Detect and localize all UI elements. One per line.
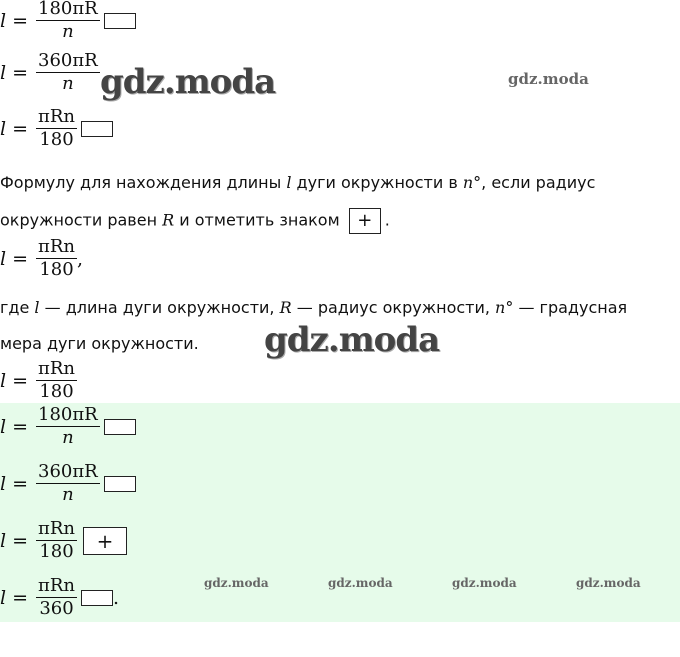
numerator: 360πR: [38, 50, 98, 71]
text: , если радиус: [481, 173, 596, 192]
var-l: l: [0, 247, 7, 270]
option-2: [0, 461, 136, 506]
denominator: n: [62, 73, 74, 94]
numerator: 360πR: [38, 461, 98, 482]
numerator: πRn: [38, 518, 75, 539]
fraction: [36, 236, 77, 281]
equals: =: [12, 61, 28, 84]
formula-1: [0, 0, 136, 43]
watermark: gdz.moda: [100, 62, 276, 102]
option-4: [0, 575, 119, 620]
fraction: [36, 0, 100, 43]
var-r: R: [279, 298, 292, 317]
numerator: πRn: [38, 236, 75, 257]
answer-formula: [0, 236, 83, 281]
question-line-2: [0, 208, 660, 234]
option-box[interactable]: [104, 476, 136, 492]
text: мера дуги окружности.: [0, 334, 199, 353]
fraction: [36, 358, 77, 403]
denominator: n: [62, 427, 74, 448]
text: .: [384, 210, 390, 230]
plus-mark-example: +: [349, 208, 381, 234]
text: — длина дуги окружности,: [44, 298, 275, 317]
fraction: [36, 50, 100, 95]
denominator: 180: [39, 259, 74, 280]
denominator: n: [62, 484, 74, 505]
watermark: gdz.moda: [204, 576, 269, 590]
comma: ,: [76, 247, 84, 270]
var-l: l: [0, 586, 7, 609]
text: и отметить знаком: [179, 210, 340, 230]
option-box-checked[interactable]: +: [83, 527, 127, 555]
var-l: l: [0, 117, 7, 140]
text: дуги окружности в: [296, 173, 458, 192]
period: .: [112, 586, 120, 609]
watermark: gdz.moda: [452, 576, 517, 590]
formula-2: [0, 50, 100, 95]
equals: =: [12, 586, 28, 609]
var-r: R: [162, 210, 175, 230]
watermark: gdz.moda: [576, 576, 641, 590]
fraction: [36, 461, 100, 506]
numerator: πRn: [38, 106, 75, 127]
equals: =: [12, 369, 28, 392]
numerator: 180πR: [38, 404, 98, 425]
watermark: gdz.moda: [508, 70, 589, 88]
denominator: 360: [39, 598, 74, 619]
fraction: [36, 106, 77, 151]
numerator: πRn: [38, 575, 75, 596]
option-box[interactable]: [81, 590, 113, 606]
text: — радиус окружности,: [296, 298, 490, 317]
equals: =: [12, 9, 28, 32]
var-l: l: [0, 472, 7, 495]
var-l: l: [0, 369, 7, 392]
denominator: 180: [39, 541, 74, 562]
option-1: [0, 404, 136, 449]
fraction: [36, 518, 77, 563]
question-line-1: [0, 173, 660, 193]
watermark: gdz.moda: [264, 320, 440, 360]
var-l: l: [0, 415, 7, 438]
denominator: 180: [39, 381, 74, 402]
cut-formula: [0, 358, 77, 403]
equals: =: [12, 247, 28, 270]
text: Формулу для нахождения длины: [0, 173, 282, 192]
text: — градусная: [518, 298, 628, 317]
explanation-line-1: [0, 298, 660, 318]
equals: =: [12, 117, 28, 140]
text: окружности равен: [0, 210, 158, 230]
numerator: πRn: [38, 358, 75, 379]
var-l: l: [0, 529, 7, 552]
denominator: 180: [39, 129, 74, 150]
formula-3: [0, 106, 113, 151]
fraction: [36, 404, 100, 449]
var-n: n°: [462, 173, 482, 192]
equals: =: [12, 415, 28, 438]
var-l: l: [286, 173, 292, 192]
denominator: n: [62, 21, 74, 42]
var-n: n°: [495, 298, 514, 317]
var-l: l: [34, 298, 40, 317]
watermark: gdz.moda: [328, 576, 393, 590]
equals: =: [12, 529, 28, 552]
answer-box[interactable]: [81, 121, 113, 137]
text: где: [0, 298, 30, 317]
answer-box[interactable]: [104, 13, 136, 29]
fraction: [36, 575, 77, 620]
var-l: l: [0, 9, 7, 32]
numerator: 180πR: [38, 0, 98, 19]
option-3: [0, 518, 127, 563]
option-box[interactable]: [104, 419, 136, 435]
var-l: l: [0, 61, 7, 84]
equals: =: [12, 472, 28, 495]
